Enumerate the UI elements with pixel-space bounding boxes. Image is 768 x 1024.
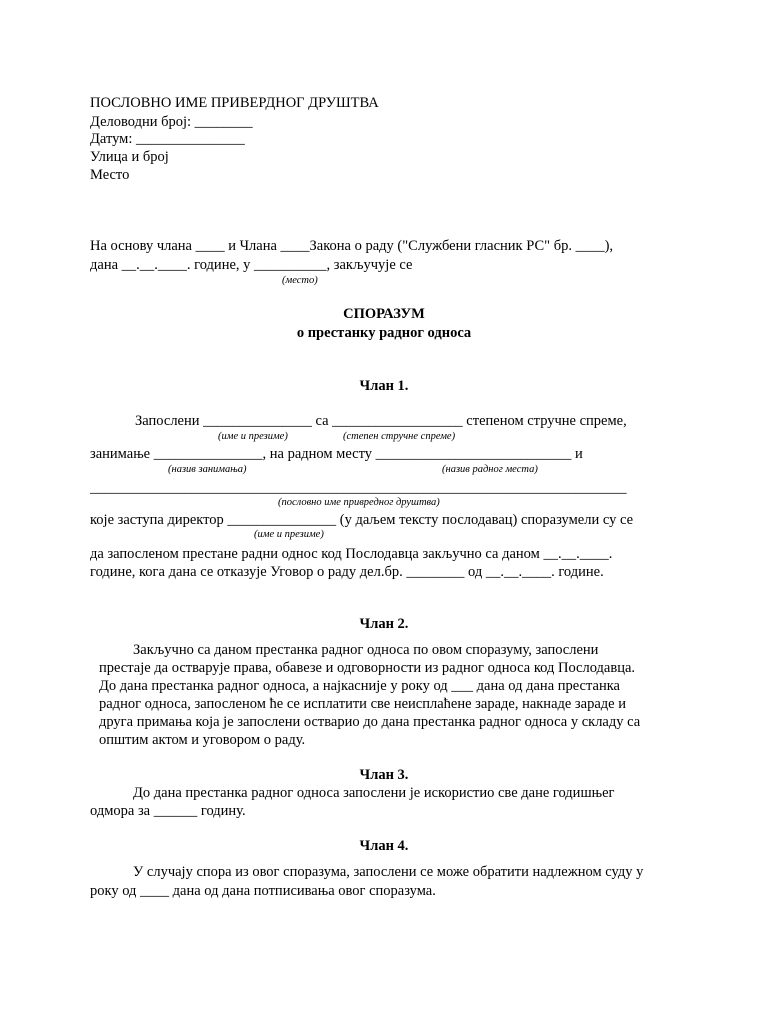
caption-job-position: (назив радног места)	[442, 464, 538, 475]
article-4-line-2: року од ____ дана од дана потписивања овог споразума.	[90, 883, 436, 899]
intro-line-1: На основу члана ____ и Члана ____Закона о раду ("Службени гласник РС" бр. ____),	[90, 238, 614, 254]
reference-number: Деловодни број: ________	[90, 114, 253, 130]
article-2-line-1: Закључно са даном престанка радног односа по овом споразуму, запослени	[133, 642, 599, 658]
article-3-heading: Члан 3.	[359, 767, 409, 783]
article-1-line-4: које заступа директор _______________ (у даљем тексту послодавац) споразумели су се	[90, 512, 633, 528]
article-1-line-5: да запосленом престане радни однос код Послодавца закључно са даном __.__.____.	[90, 546, 613, 562]
caption-name-surname: (име и презиме)	[218, 431, 288, 442]
article-2-line-5: друга примања која је запослени остварио до дана престанка радног односа у складу са	[99, 714, 641, 730]
caption-place: (место)	[282, 275, 318, 286]
article-2-line-2: престаје да остварује права, обавезе и одговорности из радног односа код Послодавца.	[99, 660, 636, 676]
caption-occupation: (назив занимања)	[168, 464, 247, 475]
article-1-heading: Члан 1.	[359, 378, 409, 394]
article-2-line-4: радног односа, запосленом ће се исплатити све неисплаћене зараде, накнаде зараде и	[99, 696, 626, 712]
article-2-heading: Члан 2.	[359, 616, 409, 632]
document-title: СПОРАЗУМ	[343, 306, 425, 322]
street-address: Улица и број	[90, 149, 169, 165]
company-name: ПОСЛОВНО ИМЕ ПРИВЕРДНОГ ДРУШТВА	[90, 95, 379, 111]
article-2-line-6: општим актом и уговором о раду.	[99, 732, 306, 748]
article-3-line-2: одмора за ______ годину.	[90, 803, 246, 819]
place: Место	[90, 167, 130, 183]
article-3-line-1: До дана престанка радног односа запослени је искористио све дане годишњег	[133, 785, 615, 801]
caption-qualification: (степен стручне спреме)	[343, 431, 456, 442]
article-1-line-2: занимање _______________, на радном месту ___________________________ и	[90, 446, 583, 462]
intro-line-2: дана __.__.____. године, у __________, закључује се	[90, 257, 413, 273]
caption-director-name: (име и презиме)	[254, 529, 324, 540]
article-4-line-1: У случају спора из овог споразума, запослени се може обратити надлежном суду у	[133, 864, 644, 880]
article-1-line-3: __________________________________________________________________________	[90, 480, 627, 496]
document-date: Датум: _______________	[90, 131, 245, 147]
article-1-line-1: Запослени _______________ са __________________ степеном стручне спреме,	[135, 413, 627, 429]
caption-company-name: (пословно име привредног друштва)	[278, 497, 440, 508]
document-subtitle: о престанку радног односа	[296, 325, 472, 341]
article-4-heading: Члан 4.	[359, 838, 409, 854]
article-2-line-3: До дана престанка радног односа, а најкасније у року од ___ дана од дана престанка	[99, 678, 620, 694]
article-1-line-6: године, кога дана се отказује Уговор о раду дел.бр. ________ од __.__.____. године.	[90, 564, 604, 580]
